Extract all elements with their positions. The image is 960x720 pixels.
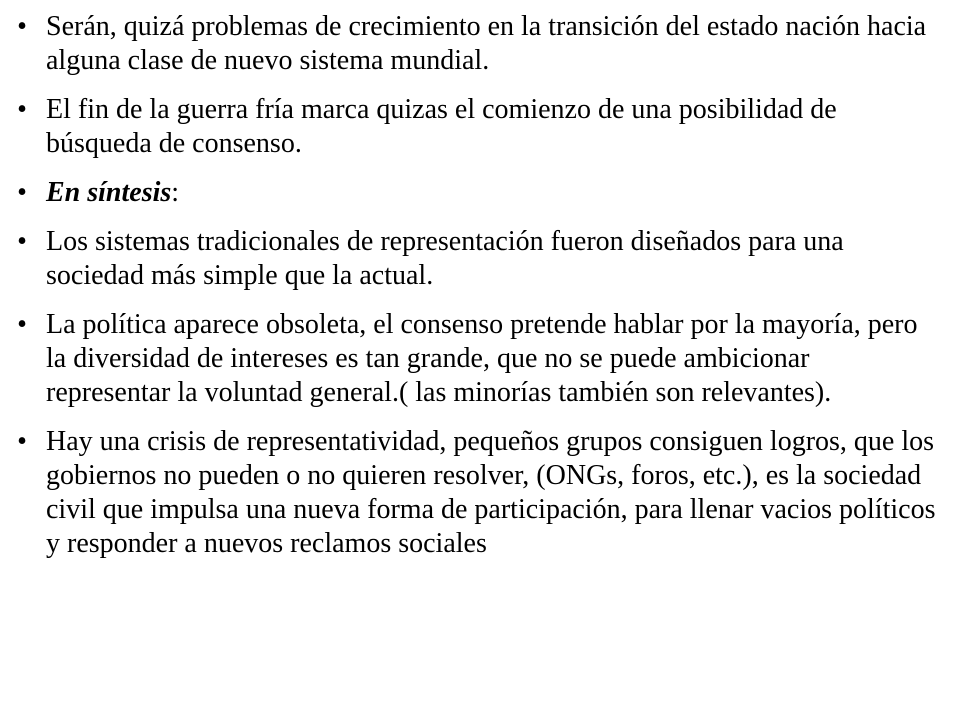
bullet-emphasis: En síntesis xyxy=(46,177,172,208)
bullet-dot: • xyxy=(17,177,27,208)
bullet-text: La política aparece obsoleta, el consenso pretende hablar por la mayoría, pero la diversidad de intereses es tan grande, que no se puede ambicionar representar la voluntad general.( las minorías también son relevantes). xyxy=(46,309,918,408)
bullet-dot: • xyxy=(17,426,27,457)
bullet-item xyxy=(0,93,940,161)
bullet-item xyxy=(0,425,940,561)
bullet-item xyxy=(0,10,940,78)
bullet-text: Hay una crisis de representatividad, pequeños grupos consiguen logros, que los gobiernos no pueden o no quieren resolver, (ONGs, foros, etc.), es la sociedad civil que impulsa una nueva forma de participación, para llenar vacios políticos y responder a nuevos reclamos sociales xyxy=(46,426,936,559)
bullet-text: Los sistemas tradicionales de representación fueron diseñados para una sociedad más simple que la actual. xyxy=(46,226,844,291)
bullet-dot: • xyxy=(17,309,27,340)
bullet-item xyxy=(0,225,940,293)
bullet-item xyxy=(0,308,940,410)
bullet-text: El fin de la guerra fría marca quizas el comienzo de una posibilidad de búsqueda de consenso. xyxy=(46,94,837,159)
bullet-dot: • xyxy=(17,11,27,42)
bullet-suffix: : xyxy=(171,177,180,208)
bullet-dot: • xyxy=(17,94,27,125)
bullet-text: Serán, quizá problemas de crecimiento en la transición del estado nación hacia alguna clase de nuevo sistema mundial. xyxy=(46,11,927,76)
bullet-dot: • xyxy=(17,226,27,257)
bullet-item xyxy=(0,176,940,210)
bullet-list xyxy=(0,10,940,561)
